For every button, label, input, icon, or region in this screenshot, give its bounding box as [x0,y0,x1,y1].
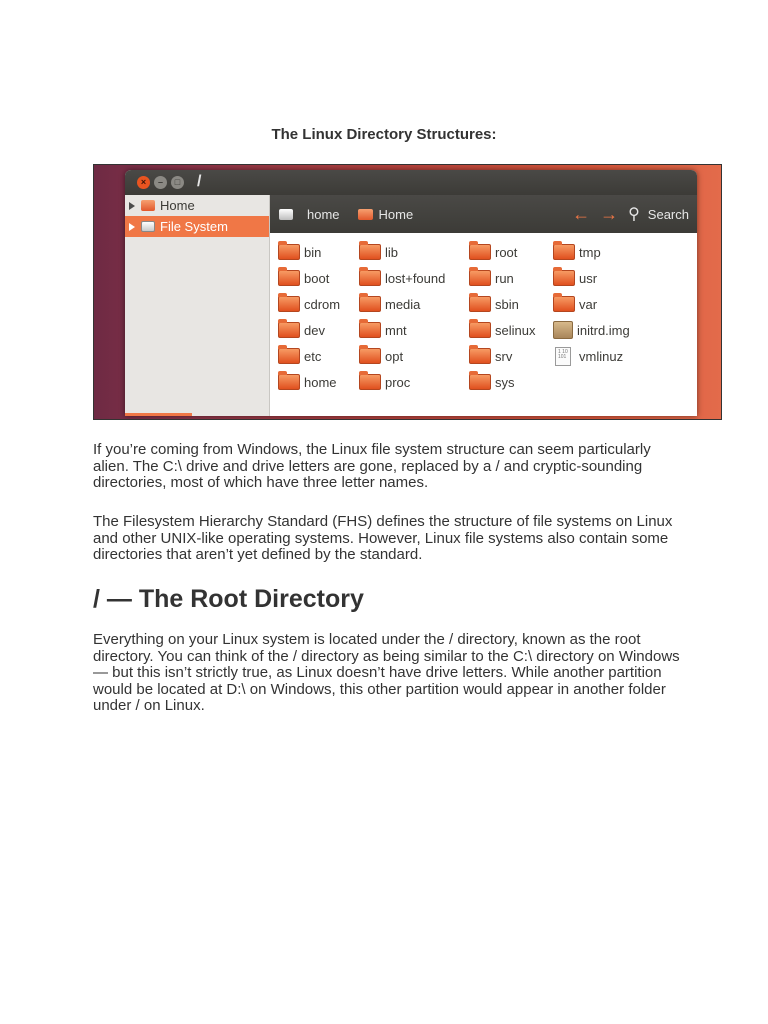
file-label: srv [495,348,513,364]
breadcrumb-home[interactable]: Home [378,206,414,222]
drive-icon [279,209,293,220]
file-item[interactable] [555,345,623,367]
folder-icon [469,244,491,260]
folder-icon [553,270,575,286]
sidebar-item-label: File System [160,219,228,234]
folder-icon [359,348,381,364]
folder-item[interactable] [359,345,403,367]
folder-icon [278,374,300,390]
folder-icon [359,296,381,312]
file-label: dev [304,322,325,338]
file-grid [270,233,697,416]
sidebar-item-home[interactable] [125,195,269,216]
expand-triangle-icon[interactable] [129,223,135,231]
close-window-button[interactable]: × [137,176,150,189]
folder-item[interactable] [469,267,514,289]
folder-item[interactable] [278,293,340,315]
window-titlebar [125,170,697,195]
binary-file-icon: 1 10 101 [555,347,571,366]
sidebar-item-file-system[interactable] [125,216,269,237]
folder-item[interactable] [359,371,410,393]
expand-triangle-icon[interactable] [129,202,135,210]
folder-item[interactable] [469,241,517,263]
search-button[interactable]: Search [647,206,689,222]
screenshot-figure [93,164,722,420]
file-label: etc [304,348,322,364]
document-title: The Linux Directory Structures: [271,126,497,143]
sidebar-item-label: Home [160,198,195,213]
file-label: boot [304,270,330,286]
folder-icon [469,374,491,390]
folder-icon [359,322,381,338]
folder-item[interactable] [359,319,407,341]
folder-icon [278,270,300,286]
search-icon[interactable]: ⚲ [628,206,640,223]
folder-item[interactable] [469,293,519,315]
section-heading: / — The Root Directory [93,585,364,613]
folder-item[interactable] [359,293,420,315]
archive-icon [553,321,573,339]
folder-item[interactable] [278,345,321,367]
file-label: bin [304,244,322,260]
folder-item[interactable] [553,267,597,289]
folder-icon [278,244,300,260]
minimize-window-button[interactable]: – [154,176,167,189]
folder-icon [278,296,300,312]
places-sidebar [125,195,270,416]
paragraph-root: Everything on your Linux system is located under the / directory, known as the root directory. You can think of the / directory as being similar to the C:\ directory on Windows — but this isn’t strictly true, as Linux doesn’t have drive letters. While another partition would be located at D:\ on Windows, this other partition would appear in another folder under / on Linux. [93,631,680,714]
file-label: proc [385,374,411,390]
location-toolbar [270,195,697,233]
folder-item[interactable] [553,293,597,315]
maximize-window-button[interactable]: □ [171,176,184,189]
folder-icon [278,348,300,364]
paragraph-fhs: The Filesystem Hierarchy Standard (FHS) defines the structure of file systems on Linux and other UNIX-like operating systems. However, Linux file systems also contain some directories that aren’t yet defined by the standard. [93,513,673,563]
folder-item[interactable] [469,345,512,367]
folder-icon [469,322,491,338]
file-label: home [304,374,337,390]
file-label: cdrom [304,296,341,312]
folder-icon [359,374,381,390]
folder-icon [553,296,575,312]
folder-item[interactable] [278,319,325,341]
file-label: initrd.img [577,322,630,338]
breadcrumb-home-path[interactable]: home [307,206,340,222]
folder-item[interactable] [278,267,329,289]
file-label: root [495,244,518,260]
file-label: opt [385,348,404,364]
file-item[interactable] [553,319,630,341]
file-label: vmlinuz [579,348,624,364]
file-label: mnt [385,322,407,338]
file-label: sbin [495,296,519,312]
file-label: lost+found [385,270,446,286]
folder-icon [469,348,491,364]
file-label: var [579,296,598,312]
folder-item[interactable] [553,241,601,263]
window-title: / [197,173,202,190]
folder-item[interactable] [278,241,321,263]
forward-arrow-icon[interactable]: → [600,203,619,224]
folder-icon [469,270,491,286]
folder-item[interactable] [469,319,535,341]
file-label: selinux [495,322,536,338]
home-folder-icon [141,200,155,211]
folder-item[interactable] [469,371,515,393]
folder-icon [553,244,575,260]
file-label: lib [385,244,399,260]
file-label: sys [495,374,515,390]
file-label: tmp [579,244,601,260]
file-label: media [385,296,421,312]
file-label: usr [579,270,598,286]
folder-item[interactable] [278,371,337,393]
drive-icon [141,221,155,232]
folder-icon [469,296,491,312]
folder-item[interactable] [359,267,445,289]
paragraph-intro: If you’re coming from Windows, the Linux file system structure can seem particularly alien. The C:\ drive and drive letters are gone, replaced by a / and cryptic-sounding directories, most of which have three letter names. [93,441,651,491]
folder-icon [278,322,300,338]
folder-icon [359,244,381,260]
sidebar-scrollbar[interactable] [125,413,192,416]
file-label: run [495,270,514,286]
back-arrow-icon[interactable]: ← [572,203,591,224]
folder-icon [359,270,381,286]
file-manager-window [125,170,697,416]
home-folder-icon [358,209,373,220]
folder-item[interactable] [359,241,398,263]
